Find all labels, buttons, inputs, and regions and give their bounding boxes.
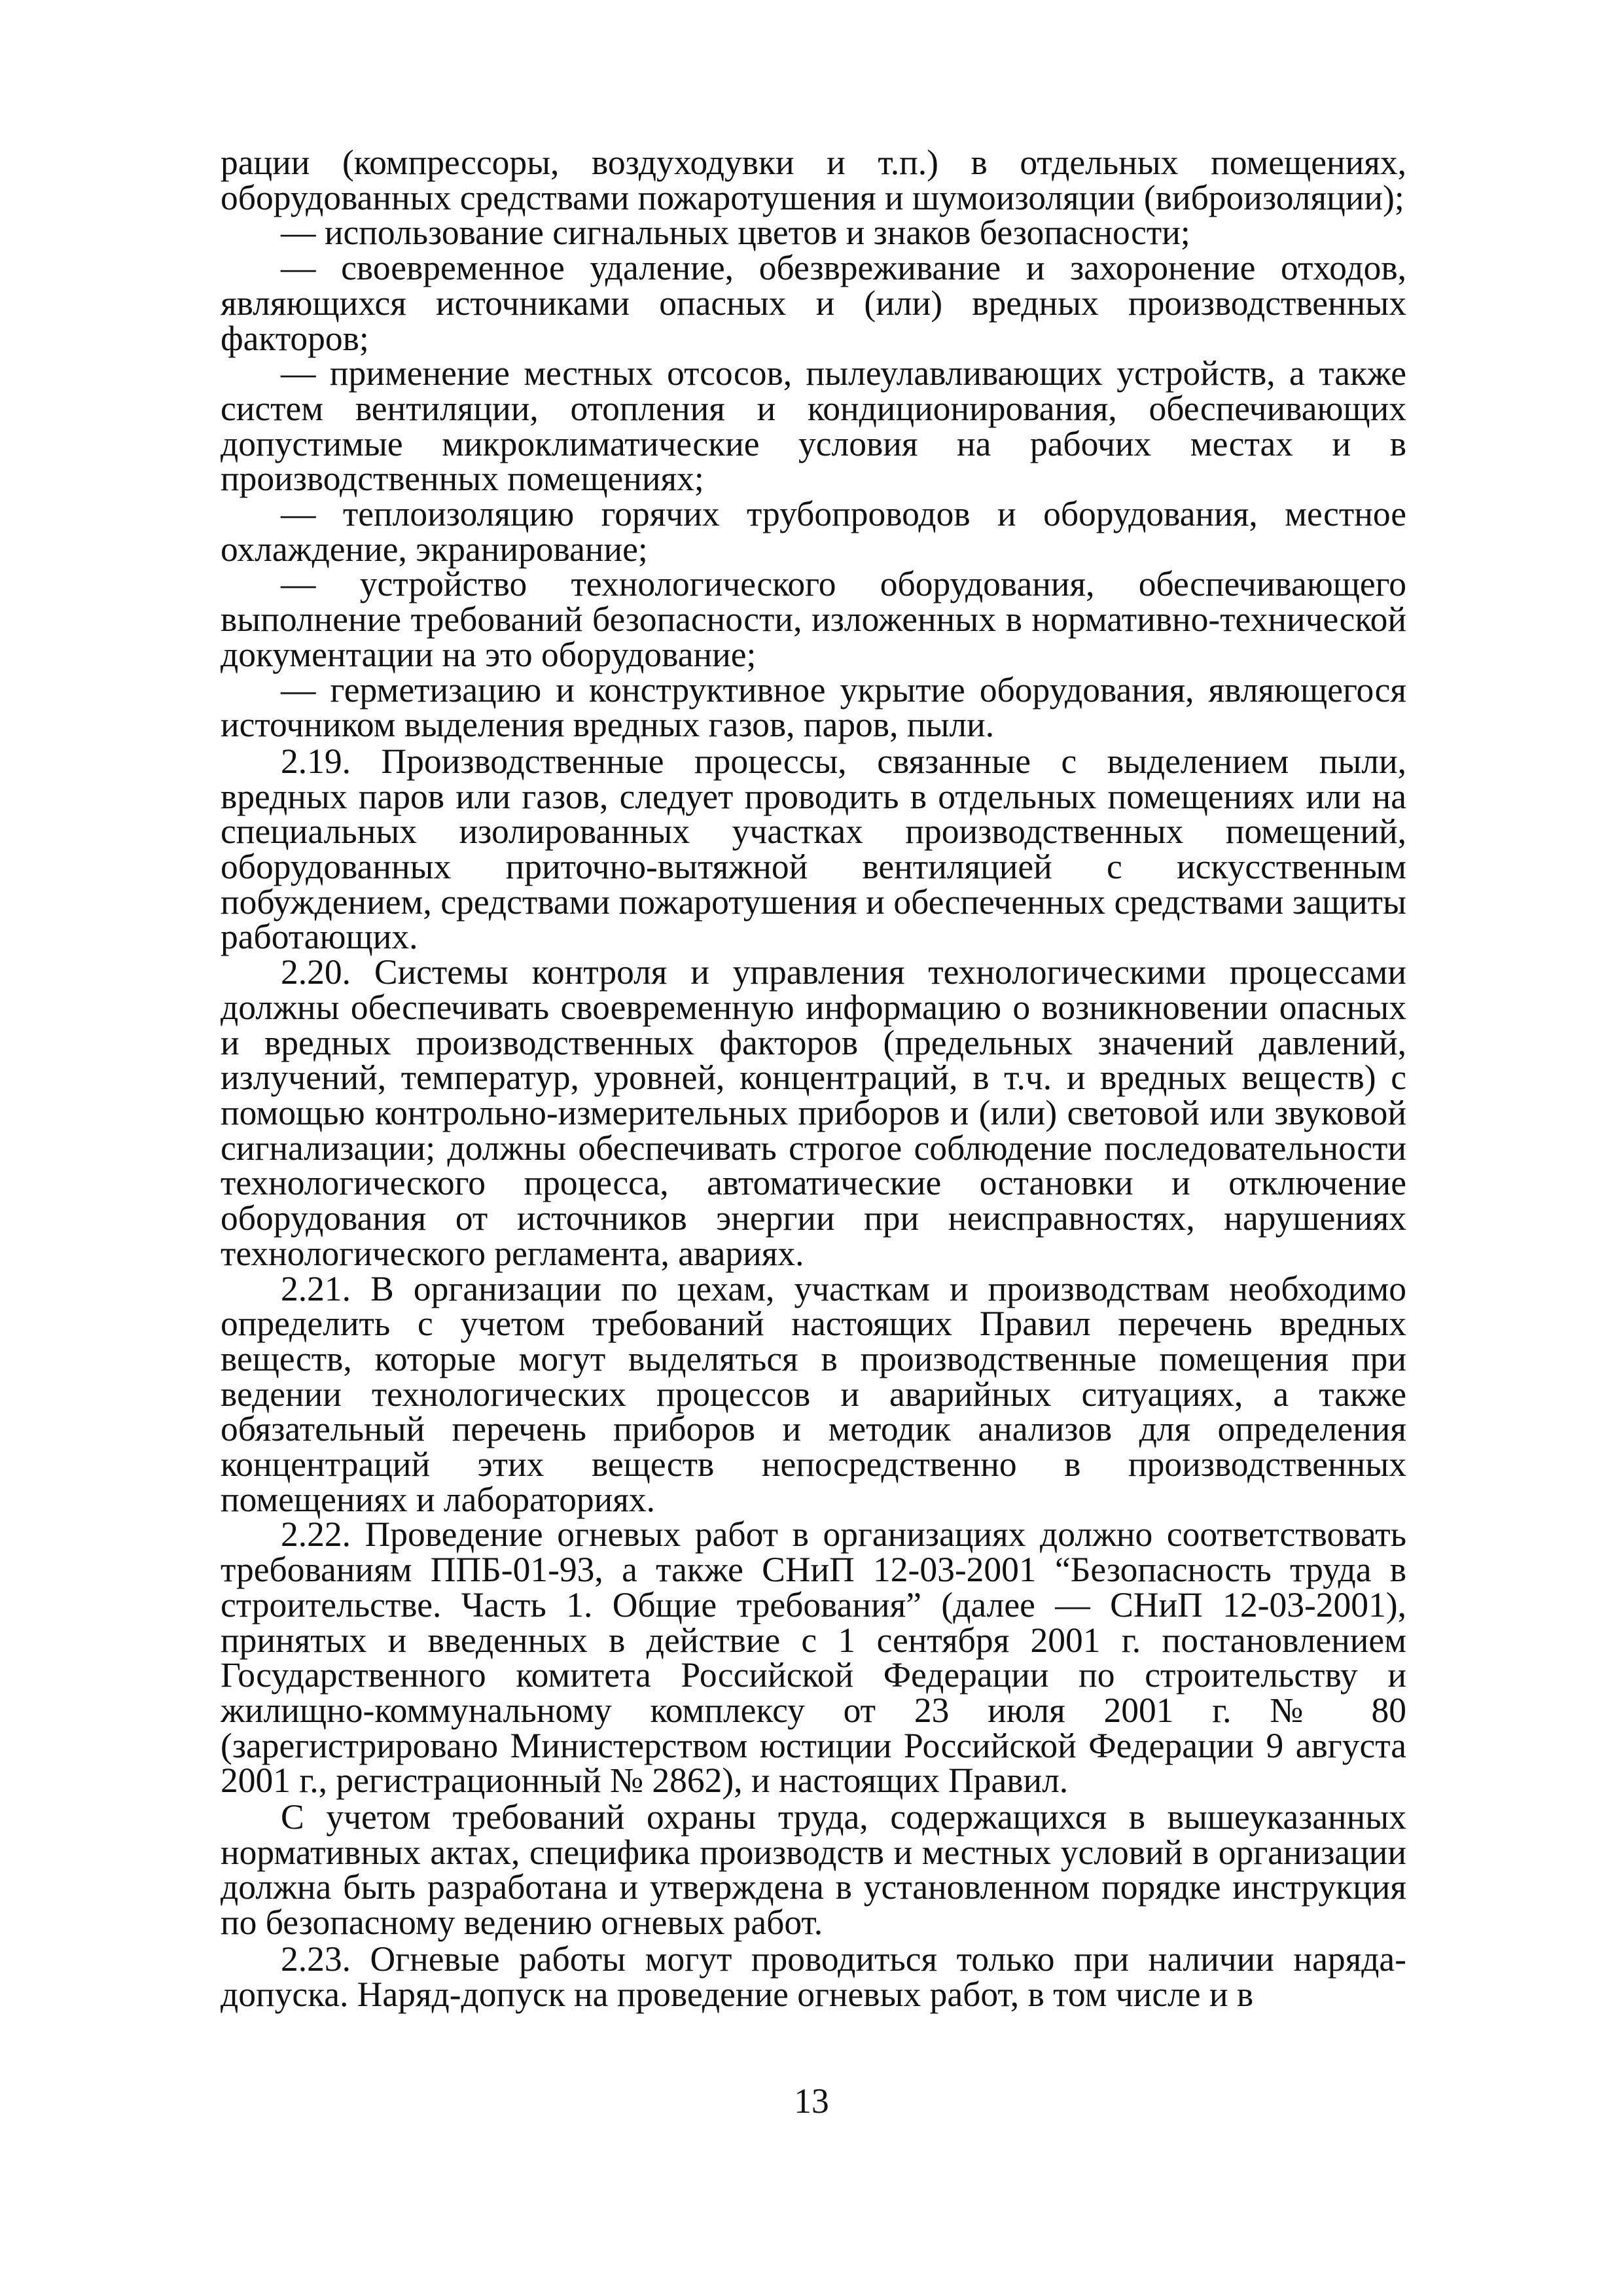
page-body	[221, 145, 1406, 2012]
section-2-20: 2.20. Системы контроля и управления технологическими процессами должны обеспечивать своевременную информацию о возникновении опасных и вредных производственных факторов (предельных значений давлений, излучений, температур, уровней, концентраций, в т.ч. и вредных веществ) с помощью контрольно-измерительных приборов и (или) световой или звуковой сигнализации; должны обеспечивать строгое соблюдение последовательности технологического процесса, автоматические остановки и отключение оборудования от источников энергии при неисправностях, нарушениях технологического регламента, авариях.	[221, 952, 1406, 1273]
list-item-waste-removal: — своевременное удаление, обезвреживание и захоронение отходов, являющихся источниками опасных и (или) вредных производственных факторов;	[221, 248, 1406, 358]
list-item-insulation: — теплоизоляцию горячих трубопроводов и оборудования, местное охлаждение, экранирование;	[221, 494, 1406, 569]
list-item-sealing: — герметизацию и конструктивное укрытие оборудования, являющегося источником выделения вредных газов, паров, пыли.	[221, 670, 1406, 745]
section-2-23: 2.23. Огневые работы могут проводиться только при наличии наряда-допуска. Наряд-допуск на проведение огневых работ, в том числе и в	[221, 1939, 1406, 2014]
section-2-21: 2.21. В организации по цехам, участкам и производствам необходимо определить с учетом требований настоящих Правил перечень вредных веществ, которые могут выделяться в производственные помещения при ведении технологических процессов и аварийных ситуациях, а также обязательный перечень приборов и методик анализов для определения концентраций этих веществ непосредственно в производственных помещениях и лабораториях.	[221, 1268, 1406, 1519]
section-2-19: 2.19. Производственные процессы, связанные с выделением пыли, вредных паров или газов, следует проводить в отдельных помещениях или на специальных изолированных участках производственных помещений, оборудованных приточно-вытяжной вентиляцией с искусственным побуждением, средствами пожаротушения и обеспеченных средствами защиты работающих.	[221, 741, 1406, 957]
list-item-equipment: — устройство технологического оборудования, обеспечивающего выполнение требований безопасности, изложенных в нормативно-технической документации на это оборудование;	[221, 564, 1406, 674]
paragraph-continuation: рации (компрессоры, воздуходувки и т.п.) в отдельных помещениях, оборудованных средствами пожаротушения и шумоизоляции (виброизоляции);	[221, 143, 1406, 217]
paragraph-fire-work-instruction: С учетом требований охраны труда, содержащихся в вышеуказанных нормативных актах, специфика производств и местных условий в организации должна быть разработана и утверждена в установленном порядке инструкция по безопасному ведению огневых работ.	[221, 1797, 1406, 1943]
list-item-ventilation: — применение местных отсосов, пылеулавливающих устройств, а также систем вентиляции, отопления и кондиционирования, обеспечивающих допустимые микроклиматические условия на рабочих местах и в производственных помещениях;	[221, 353, 1406, 499]
section-2-22: 2.22. Проведение огневых работ в организациях должно соответствовать требованиям ППБ-01-93, а также СНиП 12-03-2001 “Безопасность труда в строительстве. Часть 1. Общие требования” (далее — СНиП 12-03-2001), принятых и введенных в действие с 1 сентября 2001 г. постановлением Государственного комитета Российской Федерации по строительству и жилищно-коммунальному комплексу от 23 июля 2001 г. № 80 (зарегистрировано Министерством юстиции Российской Федерации 9 августа 2001 г., регистрационный № 2862), и настоящих Правил.	[221, 1515, 1406, 1801]
page-number: 13	[794, 2081, 829, 2121]
list-item-signal-colors: — использование сигнальных цветов и знаков безопасности;	[281, 213, 1190, 253]
